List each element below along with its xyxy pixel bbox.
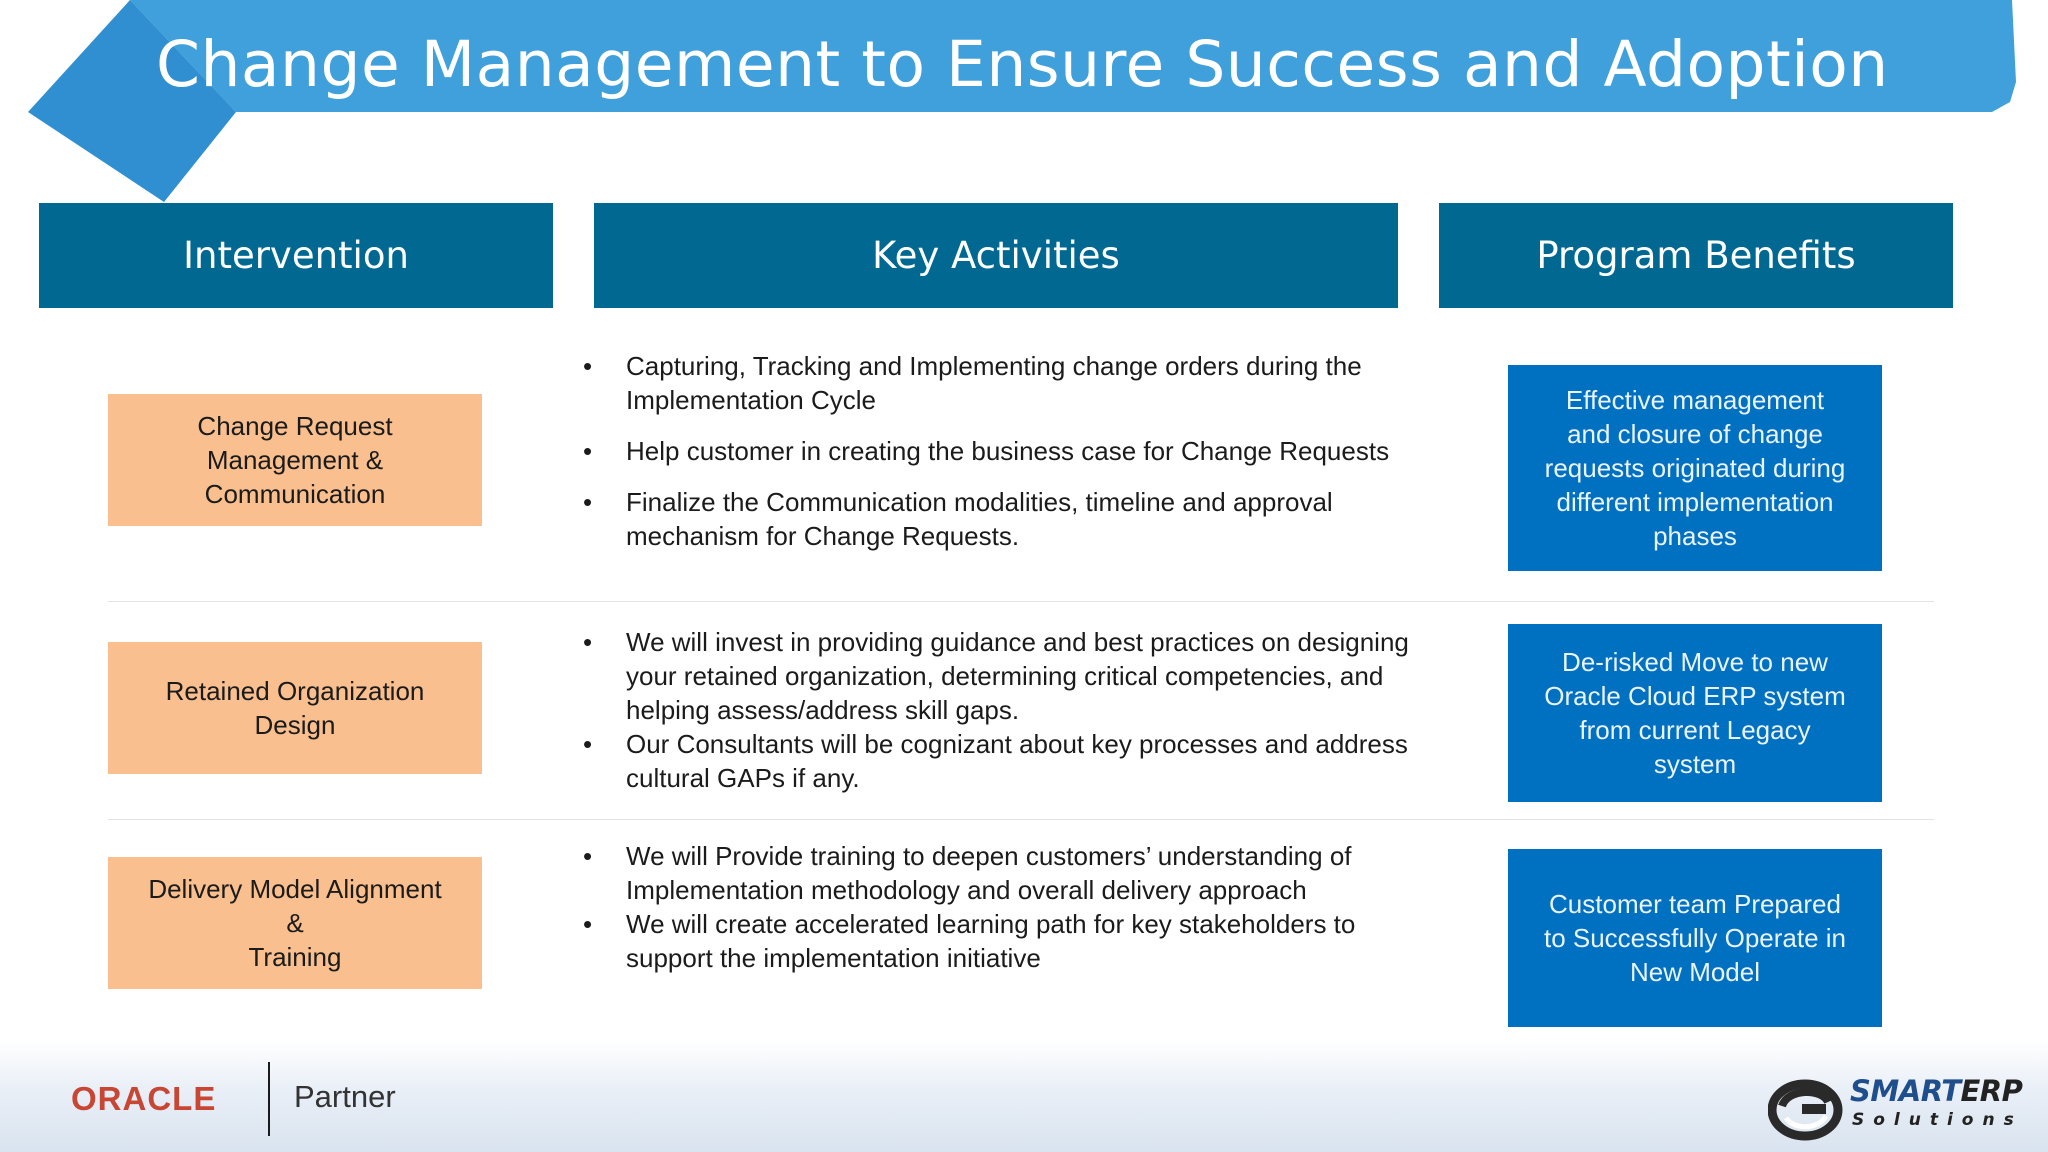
smarterp-mark-icon — [1768, 1076, 1844, 1142]
intervention-label: Retained Organization Design — [165, 676, 425, 740]
benefit-delivery-model — [1508, 849, 1882, 1027]
partner-label: Partner — [294, 1079, 396, 1114]
row-divider — [108, 819, 1934, 820]
activity-item: • We will invest in providing guidance and best practices on designing your retained organization, determining critical competencies, and helping assess/address skill gaps. — [580, 625, 1412, 727]
smarterp-subtitle: Solutions — [1852, 1110, 2023, 1130]
activity-item: • Our Consultants will be cognizant about key processes and address cultural GAPs if any. — [580, 727, 1412, 795]
benefit-retained-organization — [1508, 624, 1882, 802]
benefit-text: De-risked Move to new Oracle Cloud ERP system from current Legacy system — [1544, 647, 1846, 779]
smarterp-wordmark — [1850, 1074, 2022, 1108]
benefit-text: Customer team Prepared to Successfully Operate in New Model — [1543, 889, 1847, 987]
benefit-text: Effective management and closure of change requests originated during different implementation phases — [1544, 385, 1846, 551]
smarterp-word-smart: SMART — [1850, 1074, 1961, 1108]
intervention-retained-organization — [108, 642, 482, 774]
activities-list-change-request — [580, 349, 1412, 553]
activity-item: • We will Provide training to deepen customers’ understanding of Implementation methodology and overall delivery approach — [580, 839, 1412, 907]
activity-item: • Capturing, Tracking and Implementing change orders during the Implementation Cycle — [580, 349, 1412, 417]
intervention-change-request — [108, 394, 482, 526]
page-title: Change Management to Ensure Success and Adoption — [156, 28, 1889, 101]
activities-list-delivery-model — [580, 839, 1412, 975]
column-header-intervention: Intervention — [39, 203, 553, 308]
oracle-logo: ORACLE — [71, 1080, 217, 1117]
intervention-label: Delivery Model Alignment & Training — [148, 874, 442, 972]
column-header-program-benefits: Program Benefits — [1439, 203, 1953, 308]
logo-separator — [268, 1062, 270, 1136]
smarterp-logo — [1768, 1074, 2023, 1142]
benefit-change-request — [1508, 365, 1882, 571]
intervention-label: Change Request Management & Communication — [197, 411, 393, 509]
smarterp-word-erp: ERP — [1960, 1074, 2023, 1108]
activity-item: • Finalize the Communication modalities, timeline and approval mechanism for Change Requests. — [580, 485, 1412, 553]
activity-item: • Help customer in creating the business case for Change Requests — [580, 434, 1412, 468]
activities-list-retained-organization — [580, 625, 1412, 795]
row-divider — [108, 601, 1934, 602]
column-header-key-activities: Key Activities — [594, 203, 1398, 308]
intervention-delivery-model — [108, 857, 482, 989]
activity-item: • We will create accelerated learning path for key stakeholders to support the implementation initiative — [580, 907, 1412, 975]
